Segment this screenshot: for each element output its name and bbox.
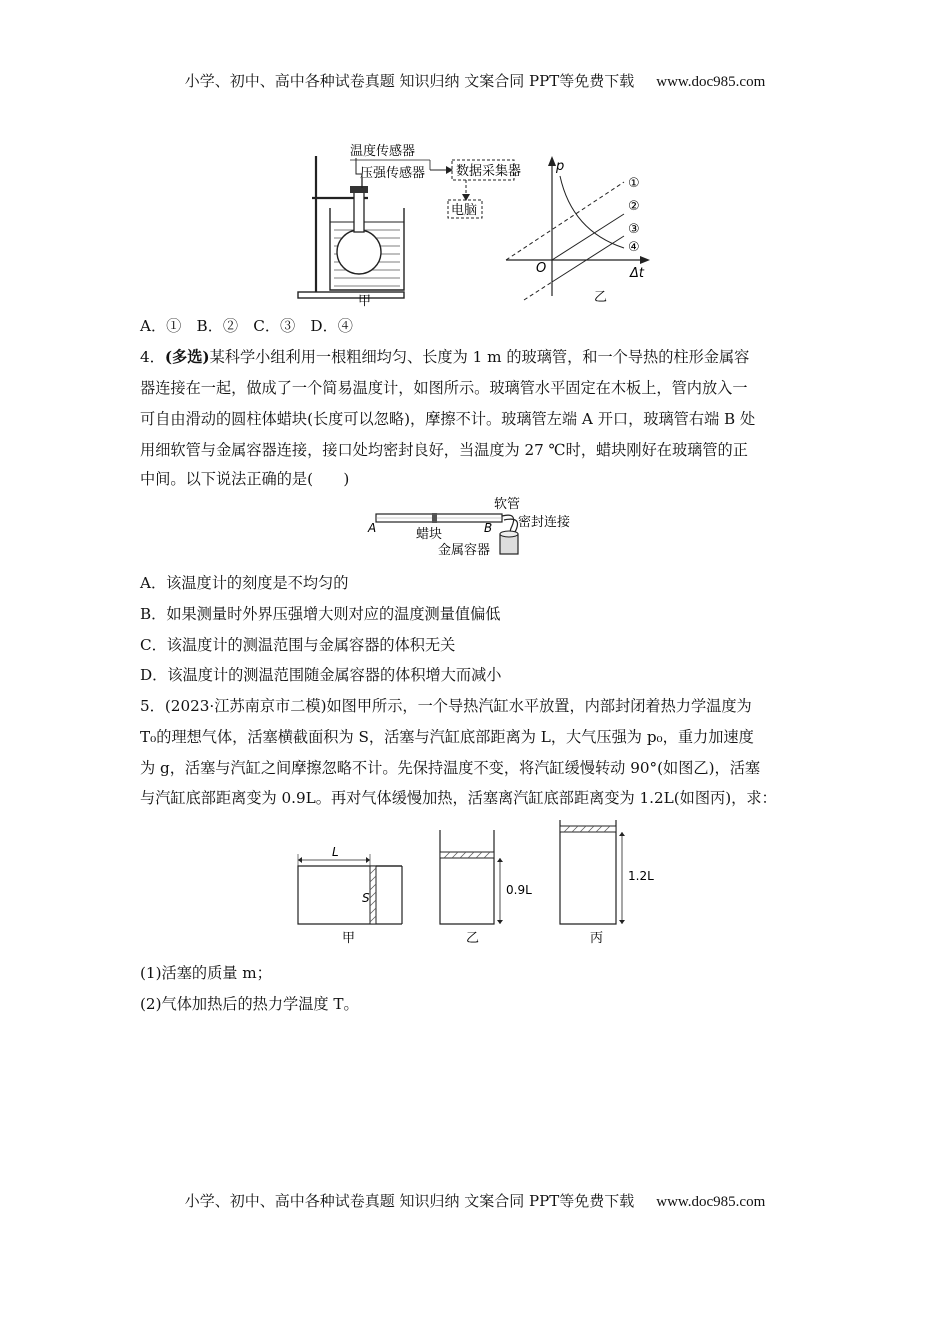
label-l: L [332, 845, 339, 859]
label-collector: 数据采集器 [456, 164, 522, 179]
line-label-1: ① [628, 176, 640, 191]
label-09l: 0.9L [506, 883, 532, 897]
q5-sub-1: (1)活塞的质量 m； [140, 964, 272, 982]
label-wax: 蜡块 [416, 527, 443, 542]
graph-line-2 [552, 214, 624, 260]
page-footer [0, 1190, 950, 1211]
caption-cyl-bing: 丙 [590, 931, 604, 946]
label-12l: 1.2L [628, 869, 654, 883]
axis-t-label: Δt [630, 266, 644, 281]
q4-tag: (多选) [164, 348, 210, 366]
q5-line-3: 为 g，活塞与汽缸之间摩擦忽略不计。先保持温度不变，将汽缸缓慢转动 90°(如图乙)，活塞 [140, 759, 761, 777]
header-text: 小学、初中、高中各种试卷真题 知识归纳 文案合同 PPT等免费下载 [184, 72, 635, 90]
fig3-cylinders [294, 818, 666, 952]
fig1-diagram [290, 136, 670, 308]
label-s: S [362, 891, 370, 905]
label-temp-sensor: 温度传感器 [350, 144, 416, 159]
origin-label: O [536, 261, 547, 276]
cylinder-yi [440, 830, 494, 924]
header-url[interactable]: www.doc985.com [656, 74, 766, 90]
piston-bing [560, 826, 616, 832]
cylinder-bing [560, 820, 616, 924]
q4-line-4: 用细软管与金属容器连接，接口处均密封良好，当温度为 27 ℃时，蜡块刚好在玻璃管的正 [140, 441, 748, 459]
fig2-thermometer [362, 494, 594, 558]
q4-option-a: A．该温度计的刻度是不均匀的 [140, 574, 349, 592]
footer-url[interactable]: www.doc985.com [656, 1194, 766, 1210]
label-computer: 电脑 [451, 203, 478, 218]
wax-block [432, 513, 437, 523]
q3-options: A．① B．② C．③ D．④ [140, 317, 353, 335]
line-label-3: ③ [628, 222, 640, 237]
caption-jia: 甲 [358, 294, 372, 308]
caption-cyl-yi: 乙 [466, 931, 480, 946]
q4-line-5: 中间。以下说法正确的是( ) [140, 470, 350, 488]
flask [337, 230, 381, 274]
q5-line-4: 与汽缸底部距离变为 0.9L。再对气体缓慢加热，活塞离汽缸底部距离变为 1.2L(如图丙)，求： [140, 789, 777, 807]
line-label-2: ② [628, 199, 640, 214]
label-b: B [484, 521, 493, 535]
caption-yi: 乙 [594, 290, 608, 305]
footer-text: 小学、初中、高中各种试卷真题 知识归纳 文案合同 PPT等免费下载 [184, 1192, 635, 1210]
q5-line-1: 5．(2023·江苏南京市二模)如图甲所示，一个导热汽缸水平放置，内部封闭着热力学温度为 [140, 697, 752, 715]
cylinder-jia [298, 866, 402, 924]
q4-line-2: 器连接在一起，做成了一个简易温度计，如图所示。玻璃管水平固定在木板上，管内放入一 [140, 379, 748, 397]
page-header [0, 70, 950, 91]
label-press-sensor: 压强传感器 [360, 166, 426, 181]
graph-line-3 [552, 236, 624, 282]
q4-option-b: B．如果测量时外界压强增大则对应的温度测量值偏低 [140, 605, 501, 623]
q4-option-c: C．该温度计的测温范围与金属容器的体积无关 [140, 636, 456, 654]
q4-option-d: D．该温度计的测温范围随金属容器的体积增大而减小 [140, 666, 502, 684]
caption-cyl-jia: 甲 [342, 931, 356, 946]
q4-line-3: 可自由滑动的圆柱体蜡块(长度可以忽略)，摩擦不计。玻璃管左端 A 开口，玻璃管右端 B 处 [140, 410, 756, 428]
q4-line-1 [140, 342, 820, 373]
q4-text-1: 某科学小组利用一根粗细均匀、长度为 1 m 的玻璃管，和一个导热的柱形金属容 [209, 348, 750, 366]
label-container: 金属容器 [438, 543, 491, 558]
stand-base [298, 292, 404, 298]
piston-yi [440, 852, 494, 858]
label-hose: 软管 [494, 497, 521, 512]
q5-line-2: T₀的理想气体，活塞横截面积为 S，活塞与汽缸底部距离为 L，大气压强为 p₀，重力加速度 [140, 728, 754, 746]
q4-number: 4． [140, 348, 165, 366]
label-a: A [368, 521, 377, 535]
q5-sub-2: (2)气体加热后的热力学温度 T。 [140, 995, 359, 1013]
label-seal: 密封连接 [518, 515, 571, 530]
flask-neck [354, 192, 364, 232]
line-label-4: ④ [628, 240, 640, 255]
graph-curve-1 [560, 176, 624, 248]
axis-p-label: p [556, 159, 565, 174]
stopper [350, 186, 368, 193]
